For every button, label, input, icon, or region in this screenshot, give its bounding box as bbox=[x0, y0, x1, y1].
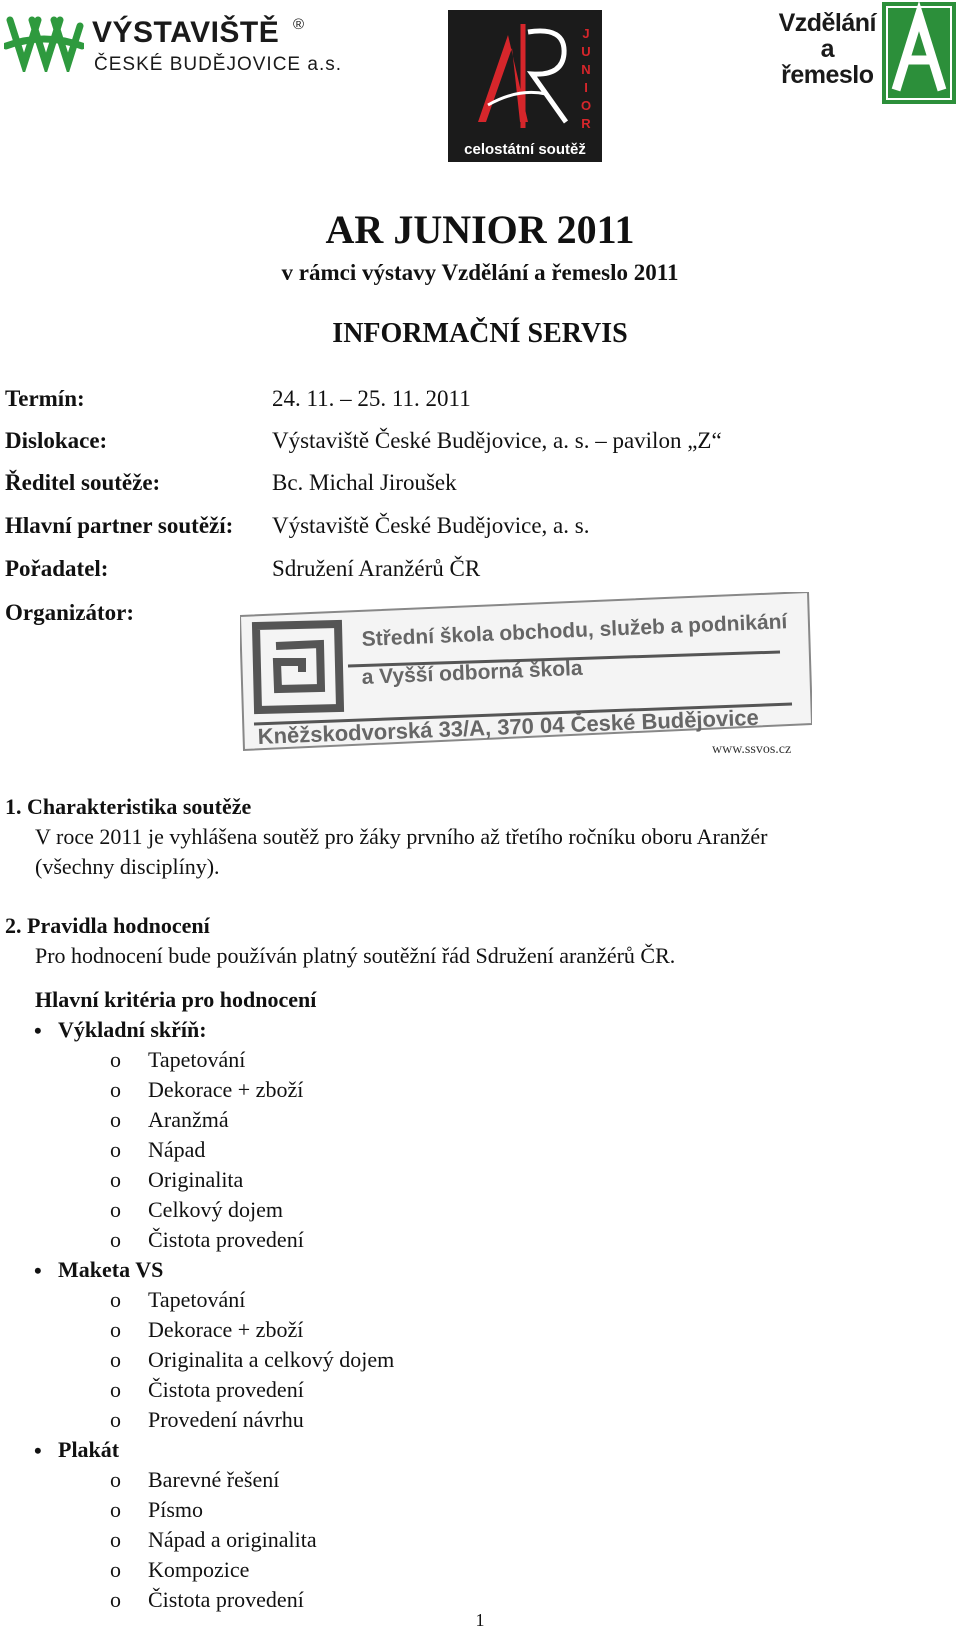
sub-bullet-icon: o bbox=[110, 1467, 121, 1492]
list-item-text: Barevné řešení bbox=[148, 1467, 280, 1492]
list-item-text: Originalita bbox=[148, 1167, 244, 1192]
sub-bullet-icon: o bbox=[110, 1407, 121, 1432]
info-label-poradatel: Pořadatel: bbox=[5, 556, 109, 581]
list-item-text: Písmo bbox=[148, 1497, 204, 1522]
info-value-partner: Výstaviště České Budějovice, a. s. bbox=[272, 513, 590, 538]
svg-text:J: J bbox=[582, 26, 590, 41]
vystaviste-logo bbox=[4, 8, 343, 78]
organizer-line2: a Vyšší odborná škola bbox=[361, 656, 583, 689]
list-item-text: Aranžmá bbox=[148, 1107, 229, 1132]
svg-text:R: R bbox=[581, 116, 591, 131]
vystaviste-name: VÝSTAVIŠTĚ bbox=[92, 16, 280, 49]
list-item-text: Kompozice bbox=[148, 1557, 250, 1582]
vzdelani-text: Vzdělání a řemeslo bbox=[778, 9, 876, 89]
list-item-text: Čistota provedení bbox=[148, 1587, 304, 1612]
section-title: INFORMAČNÍ SERVIS bbox=[332, 318, 628, 349]
info-value-reditel: Bc. Michal Jiroušek bbox=[272, 470, 457, 495]
list-item-text: Nápad bbox=[148, 1137, 206, 1162]
svg-text:N: N bbox=[581, 62, 591, 77]
sub-bullet-icon: o bbox=[110, 1077, 121, 1102]
page-title: AR JUNIOR 2011 bbox=[325, 207, 635, 252]
registered-mark: ® bbox=[293, 16, 305, 33]
page-subtitle: v rámci výstavy Vzdělání a řemeslo 2011 bbox=[281, 260, 679, 285]
sub-bullet-icon: o bbox=[110, 1527, 121, 1552]
info-label-reditel: Ředitel soutěže: bbox=[5, 470, 161, 495]
ar-junior-mark-icon bbox=[448, 10, 602, 140]
info-label-organizator: Organizátor: bbox=[5, 600, 135, 625]
list-item-text: Tapetování bbox=[148, 1287, 246, 1312]
criteria-heading: Hlavní kritéria pro hodnocení bbox=[35, 987, 317, 1012]
list-item-text: Originalita a celkový dojem bbox=[148, 1347, 395, 1372]
info-value-poradatel: Sdružení Aranžérů ČR bbox=[272, 556, 481, 581]
info-value-termin: 24. 11. – 25. 11. 2011 bbox=[272, 386, 471, 411]
sub-bullet-icon: o bbox=[110, 1377, 121, 1402]
organizer-line1: Střední škola obchodu, služeb a podnikání bbox=[361, 610, 788, 651]
svg-text:I: I bbox=[584, 80, 588, 95]
list-item-text: Dekorace + zboží bbox=[148, 1077, 304, 1102]
section-heading-pravidla: 2. Pravidla hodnocení bbox=[5, 913, 210, 938]
sub-bullet-icon: o bbox=[110, 1107, 121, 1132]
organizer-line3: Kněžskodvorská 33/A, 370 04 České Budějovice bbox=[257, 704, 760, 749]
organizer-logo bbox=[240, 592, 812, 754]
list-item-text: Celkový dojem bbox=[148, 1197, 284, 1222]
criteria-group-title: Maketa VS bbox=[58, 1257, 164, 1282]
svg-text:U: U bbox=[581, 44, 591, 59]
sub-bullet-icon: o bbox=[110, 1227, 121, 1252]
bullet-icon: • bbox=[34, 1018, 42, 1043]
ar-junior-logo bbox=[448, 10, 602, 162]
sub-bullet-icon: o bbox=[110, 1557, 121, 1582]
organizer-url: www.ssvos.cz bbox=[712, 742, 792, 757]
section-text-line: V roce 2011 je vyhlášena soutěž pro žáky prvního až třetího ročníku oboru Aranžér bbox=[35, 824, 768, 849]
sub-bullet-icon: o bbox=[110, 1497, 121, 1522]
list-item-text: Čistota provedení bbox=[148, 1377, 304, 1402]
list-item-text: Provedení návrhu bbox=[148, 1407, 304, 1432]
svg-text:O: O bbox=[580, 98, 592, 113]
section-heading-charakteristika: 1. Charakteristika soutěže bbox=[5, 794, 252, 819]
info-label-partner: Hlavní partner soutěží: bbox=[5, 513, 234, 538]
sub-bullet-icon: o bbox=[110, 1587, 121, 1612]
list-item-text: Nápad a originalita bbox=[148, 1527, 317, 1552]
list-item-text: Tapetování bbox=[148, 1047, 246, 1072]
list-item-text: Dekorace + zboží bbox=[148, 1317, 304, 1342]
sub-bullet-icon: o bbox=[110, 1347, 121, 1372]
vystaviste-subtitle: ČESKÉ BUDĚJOVICE a.s. bbox=[94, 54, 343, 75]
sub-bullet-icon: o bbox=[110, 1287, 121, 1312]
info-value-dislokace: Výstaviště České Budějovice, a. s. – pavilon „Z“ bbox=[272, 428, 722, 453]
criteria-group-title: Výkladní skříň: bbox=[58, 1017, 207, 1042]
section-text-line: (všechny disciplíny). bbox=[35, 854, 220, 879]
info-label-dislokace: Dislokace: bbox=[5, 428, 108, 453]
vzdelani-a-icon bbox=[882, 2, 956, 104]
bullet-icon: • bbox=[34, 1258, 42, 1283]
criteria-group-title: Plakát bbox=[58, 1437, 120, 1462]
criteria-group-maketa-vs bbox=[34, 1257, 164, 1283]
sub-bullet-icon: o bbox=[110, 1317, 121, 1342]
bullet-icon: • bbox=[34, 1438, 42, 1463]
criteria-group-vykladni-skrin bbox=[34, 1017, 207, 1043]
sub-bullet-icon: o bbox=[110, 1197, 121, 1222]
vzdelani-remeslo-logo bbox=[768, 0, 958, 106]
page-number: 1 bbox=[475, 1610, 485, 1630]
criteria-group-plakat bbox=[34, 1437, 120, 1463]
ar-junior-caption: celostátní soutěž bbox=[464, 141, 586, 158]
list-item-text: Čistota provedení bbox=[148, 1227, 304, 1252]
sub-bullet-icon: o bbox=[110, 1167, 121, 1192]
sub-bullet-icon: o bbox=[110, 1047, 121, 1072]
info-label-termin: Termín: bbox=[5, 386, 85, 411]
vystaviste-mark-icon bbox=[4, 12, 84, 72]
sub-bullet-icon: o bbox=[110, 1137, 121, 1162]
section-text-line: Pro hodnocení bude používán platný soutěžní řád Sdružení aranžérů ČR. bbox=[35, 943, 676, 968]
